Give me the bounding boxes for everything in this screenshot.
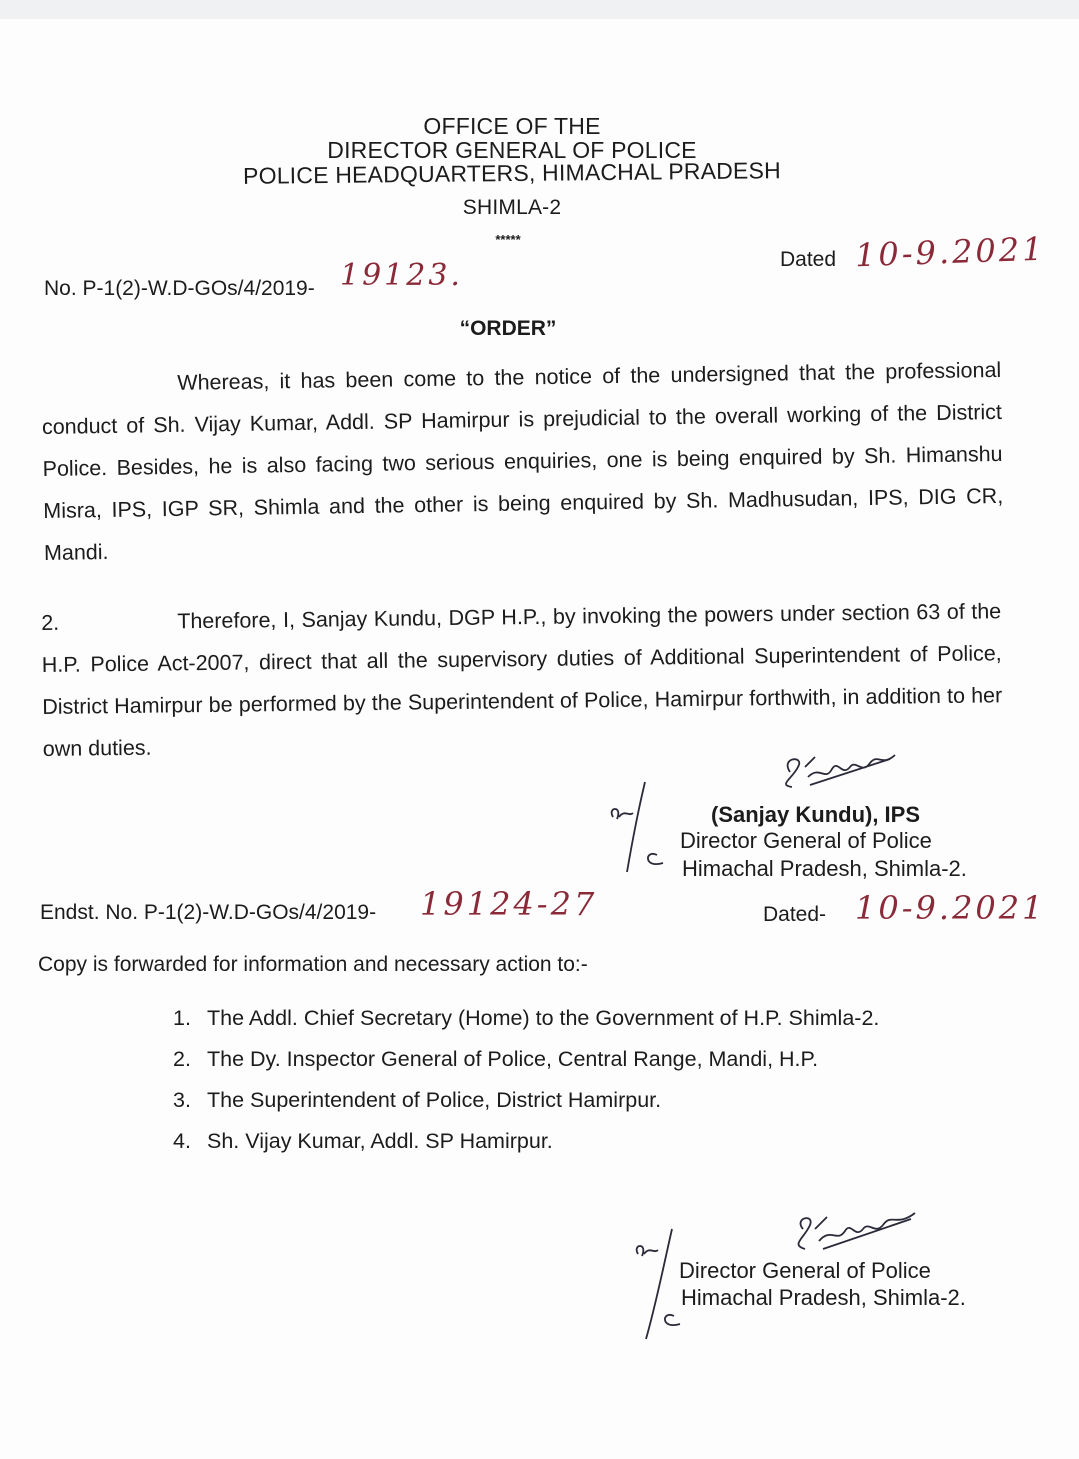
copy-forward-intro: Copy is forwarded for information and necessary action to:-: [38, 953, 588, 976]
separator-stars: *****: [495, 232, 521, 247]
signatory-name-1: (Sanjay Kundu), IPS: [711, 802, 921, 827]
order-title: “ORDER”: [459, 317, 557, 340]
endorsement-dated-handwritten: 10-9.2021: [855, 889, 1046, 927]
paragraph-1: [41, 349, 1004, 574]
endorsement-dated-label: Dated-: [763, 903, 827, 926]
paragraph-2-text: Therefore, I, Sanjay Kundu, DGP H.P., by invoking the powers under section 63 of the H.P. Police Act-2007, direct that all the supervisory duties of Additional Superintendent of Police, District Hamirpur be performed by the Superintendent of Police, Hamirpur forthwith, in addition to her own duties.: [41, 599, 1003, 761]
recipient-item: 4. Sh. Vijay Kumar, Addl. SP Hamirpur.: [173, 1129, 553, 1153]
signatory-location-1: Himachal Pradesh, Shimla-2.: [682, 856, 967, 881]
recipient-item: 2. The Dy. Inspector General of Police, Central Range, Mandi, H.P.: [173, 1047, 819, 1071]
signature-scribble-2: [785, 1199, 925, 1259]
signatory-designation-1: Director General of Police: [680, 828, 932, 853]
reference-number-prefix: No. P-1(2)-W.D-GOs/4/2019-: [44, 277, 315, 300]
signatory-location-2: Himachal Pradesh, Shimla-2.: [681, 1285, 966, 1310]
endorsement-number-handwritten: 19124-27: [420, 885, 598, 923]
signatory-designation-2: Director General of Police: [679, 1258, 931, 1283]
paragraph-1-indent: [41, 390, 177, 392]
letterhead-line-dgp: DIRECTOR GENERAL OF POLICE: [327, 137, 697, 163]
reference-number-handwritten: 19123.: [340, 258, 463, 293]
reference-number: [44, 277, 315, 301]
signature-scribble-1: [770, 737, 910, 797]
recipient-item: 3. The Superintendent of Police, District Hamirpur.: [173, 1088, 662, 1112]
dated-handwritten: 10-9.2021: [854, 229, 1047, 275]
document-page: [0, 19, 1079, 1459]
letterhead-line-city: SHIMLA-2: [462, 196, 562, 219]
endorsement-number-prefix: Endst. No. P-1(2)-W.D-GOs/4/2019-: [40, 901, 377, 924]
paragraph-2-number: 2.: [41, 610, 60, 635]
letterhead-line-office: OFFICE OF THE: [423, 113, 601, 139]
recipient-item: 1. The Addl. Chief Secretary (Home) to the Government of H.P. Shimla-2.: [173, 1006, 880, 1030]
paragraph-1-text: Whereas, it has been come to the notice of the undersigned that the professional conduct of Sh. Vijay Kumar, Addl. SP Hamirpur is prejudicial to the overall working of the District Police. Besides, he is also facing two serious enquiries, one is being enquired by Sh. Himanshu Misra, IPS, IGP SR, Shimla and the other is being enquired by Sh. Madhusudan, IPS, DIG CR, Mandi.: [41, 357, 1004, 565]
copy-mark-1: [605, 777, 675, 877]
letterhead-line-phq: POLICE HEADQUARTERS, HIMACHAL PRADESH: [242, 157, 782, 189]
top-bar: [0, 0, 1079, 19]
dated-label: Dated: [780, 248, 837, 271]
